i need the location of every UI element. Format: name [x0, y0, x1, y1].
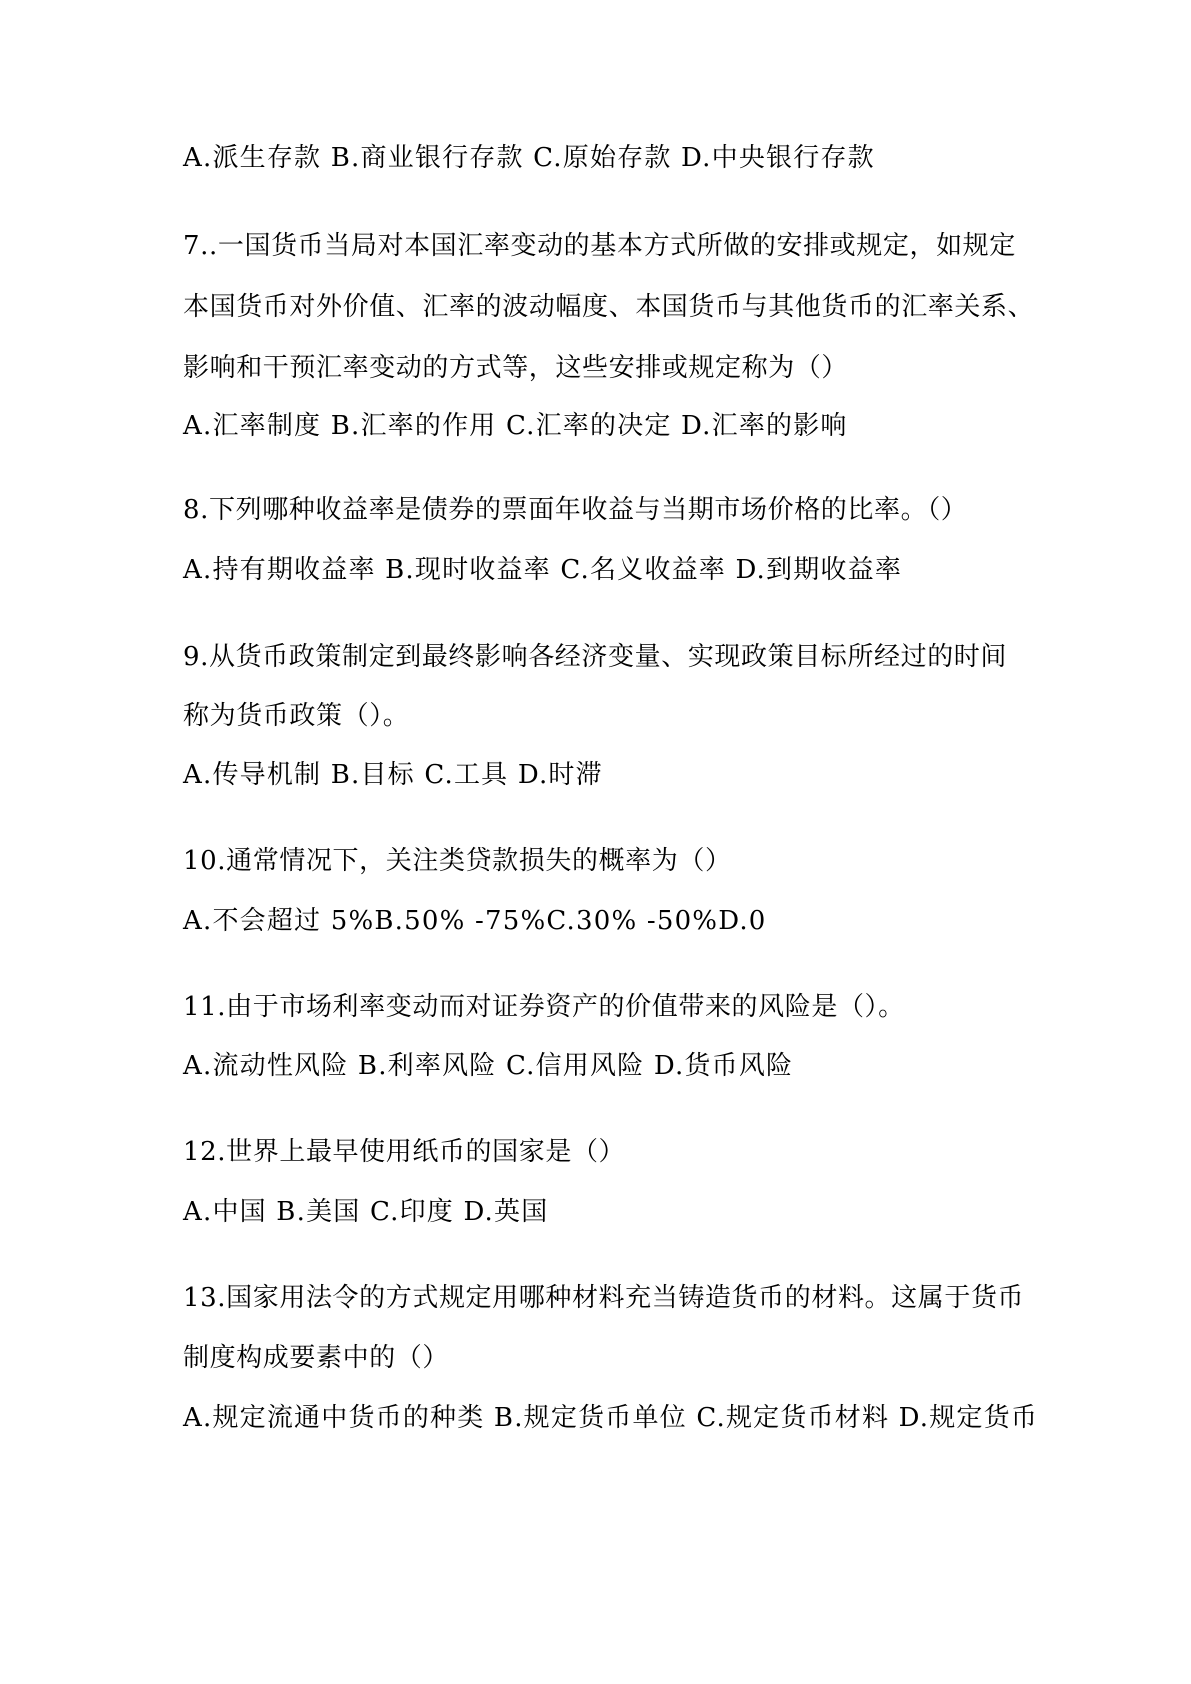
q7-stem-line-3: 影响和干预汇率变动的方式等，这些安排或规定称为（）	[183, 353, 849, 383]
q13-stem-line-1: 13.国家用法令的方式规定用哪种材料充当铸造货币的材料。这属于货币	[183, 1283, 1025, 1313]
q12-options: A.中国 B.美国 C.印度 D.英国	[183, 1197, 549, 1227]
q7-options: A.汇率制度 B.汇率的作用 C.汇率的决定 D.汇率的影响	[183, 411, 848, 441]
q11-stem-line-1: 11.由于市场利率变动而对证券资产的价值带来的风险是（）。	[183, 992, 905, 1022]
q7-stem-line-2: 本国货币对外价值、汇率的波动幅度、本国货币与其他货币的汇率关系、	[183, 292, 1035, 322]
q9-stem-line-2: 称为货币政策（）。	[183, 701, 410, 731]
q13-stem-line-2: 制度构成要素中的（）	[183, 1343, 450, 1373]
q9-stem-line-1: 9.从货币政策制定到最终影响各经济变量、实现政策目标所经过的时间	[183, 642, 1008, 672]
q8-options: A.持有期收益率 B.现时收益率 C.名义收益率 D.到期收益率	[183, 555, 903, 585]
q11-options: A.流动性风险 B.利率风险 C.信用风险 D.货币风险	[183, 1051, 794, 1081]
q9-options: A.传导机制 B.目标 C.工具 D.时滞	[183, 760, 603, 790]
q10-stem-line-1: 10.通常情况下，关注类贷款损失的概率为（）	[183, 846, 732, 876]
q12-stem-line-1: 12.世界上最早使用纸币的国家是（）	[183, 1137, 626, 1167]
q13-options: A.规定流通中货币的种类 B.规定货币单位 C.规定货币材料 D.规定货币	[183, 1403, 1039, 1433]
q8-stem-line-1: 8.下列哪种收益率是债券的票面年收益与当期市场价格的比率。（）	[183, 495, 968, 525]
q6-options: A.派生存款 B.商业银行存款 C.原始存款 D.中央银行存款	[183, 143, 875, 173]
q10-options: A.不会超过 5%B.50% -75%C.30% -50%D.0	[183, 906, 767, 936]
q7-stem-line-1: 7..一国货币当局对本国汇率变动的基本方式所做的安排或规定，如规定	[183, 231, 1016, 261]
